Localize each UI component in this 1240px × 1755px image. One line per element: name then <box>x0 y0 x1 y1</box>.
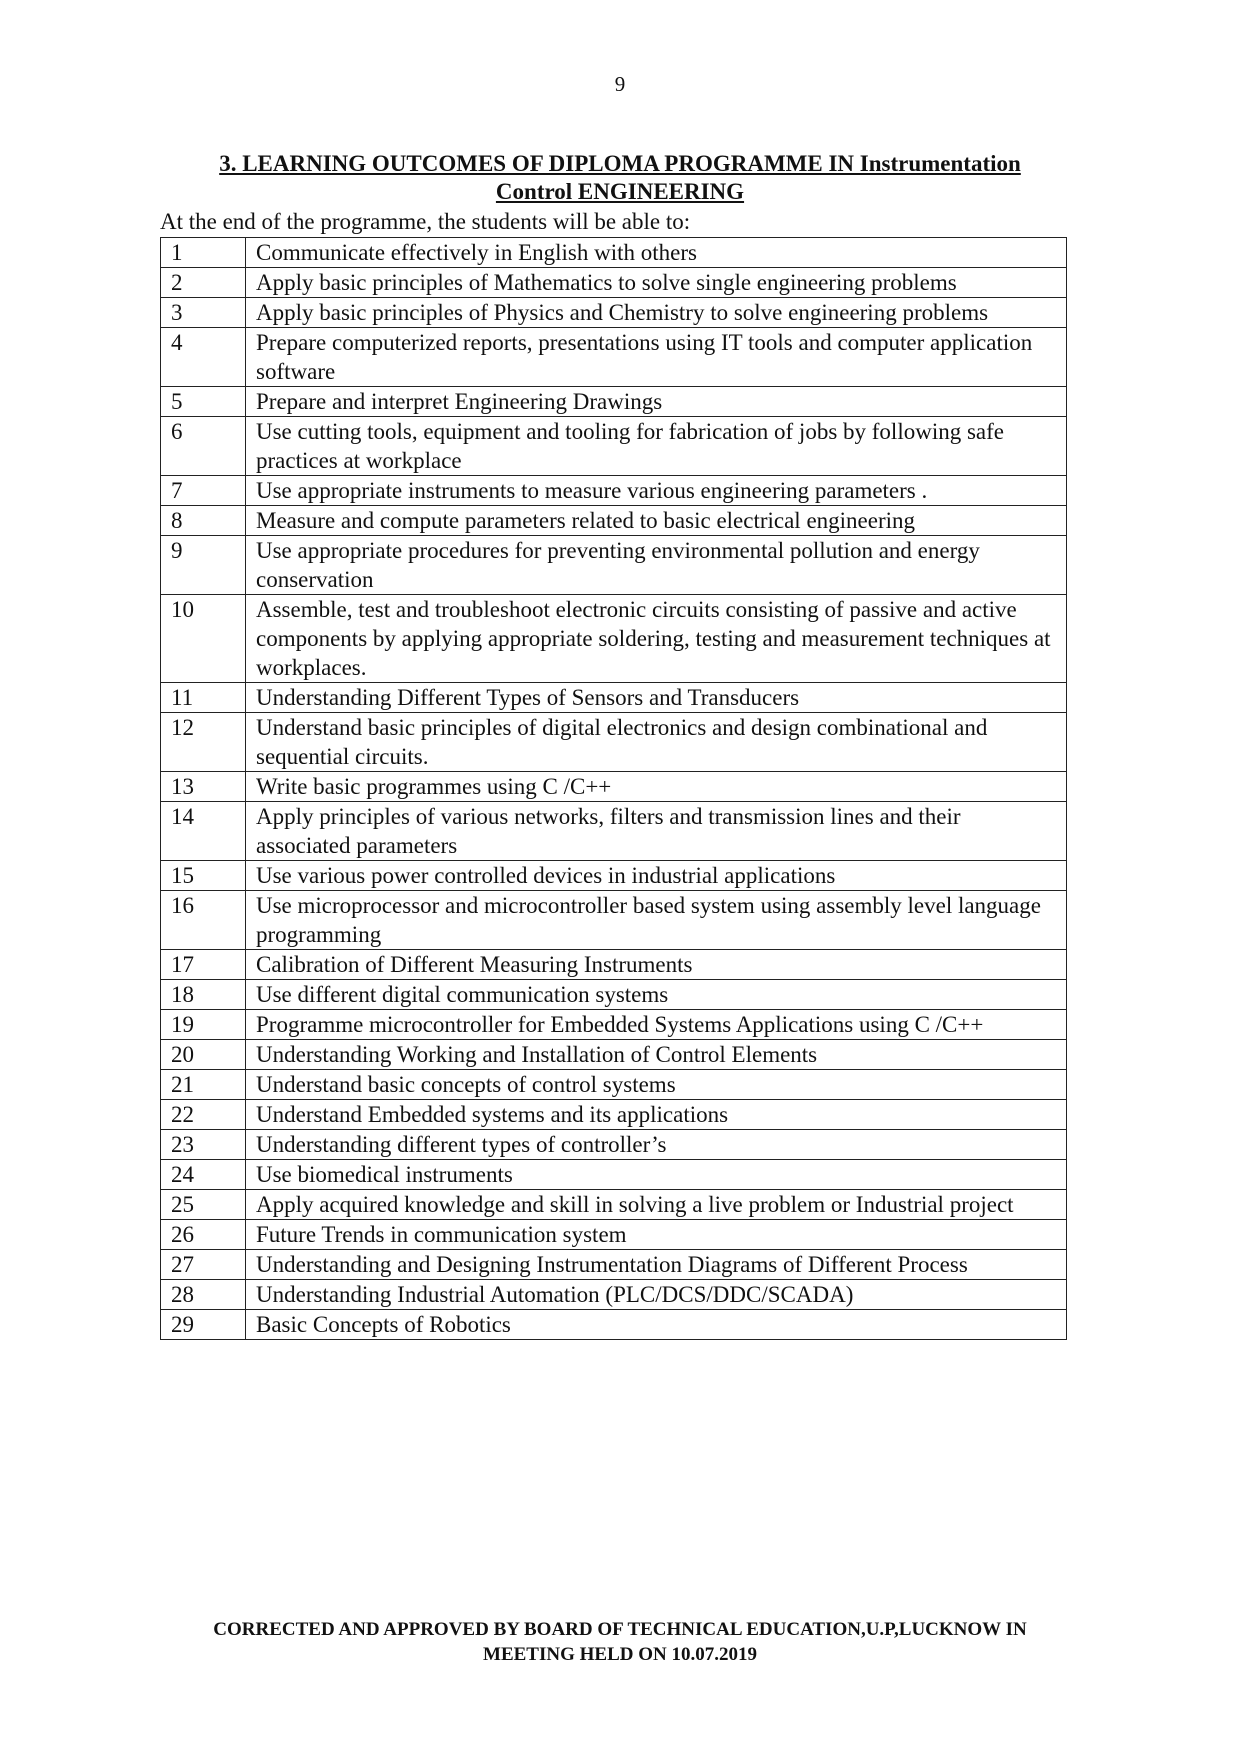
table-row <box>161 298 1067 328</box>
outcome-text: Use appropriate procedures for preventing environmental pollution and energy conservation <box>246 536 1067 595</box>
table-row <box>161 328 1067 387</box>
table-row <box>161 950 1067 980</box>
outcome-text: Understanding Different Types of Sensors and Transducers <box>246 683 1067 713</box>
outcome-text: Understand Embedded systems and its applications <box>246 1100 1067 1130</box>
outcome-text: Communicate effectively in English with others <box>246 238 1067 268</box>
table-row <box>161 1190 1067 1220</box>
outcome-text: Prepare computerized reports, presentations using IT tools and computer application software <box>246 328 1067 387</box>
outcome-number: 15 <box>161 861 246 891</box>
outcome-text: Apply principles of various networks, filters and transmission lines and their associated parameters <box>246 802 1067 861</box>
outcome-number: 4 <box>161 328 246 387</box>
table-row <box>161 802 1067 861</box>
outcome-text: Apply basic principles of Mathematics to solve single engineering problems <box>246 268 1067 298</box>
table-row <box>161 1250 1067 1280</box>
outcome-number: 9 <box>161 536 246 595</box>
outcome-number: 10 <box>161 595 246 683</box>
table-row <box>161 891 1067 950</box>
outcome-number: 29 <box>161 1310 246 1340</box>
outcome-text: Apply basic principles of Physics and Chemistry to solve engineering problems <box>246 298 1067 328</box>
table-row <box>161 476 1067 506</box>
table-row <box>161 1280 1067 1310</box>
outcome-number: 7 <box>161 476 246 506</box>
table-row <box>161 506 1067 536</box>
outcome-text: Use biomedical instruments <box>246 1160 1067 1190</box>
outcome-text: Use cutting tools, equipment and tooling for fabrication of jobs by following safe practices at workplace <box>246 417 1067 476</box>
outcome-text: Understanding different types of controller’s <box>246 1130 1067 1160</box>
outcome-text: Assemble, test and troubleshoot electronic circuits consisting of passive and active components by applying appropriate soldering, testing and measurement techniques at workplaces. <box>246 595 1067 683</box>
outcome-number: 12 <box>161 713 246 772</box>
outcome-text: Use different digital communication systems <box>246 980 1067 1010</box>
table-row <box>161 861 1067 891</box>
outcome-number: 26 <box>161 1220 246 1250</box>
table-row <box>161 980 1067 1010</box>
table-row <box>161 683 1067 713</box>
table-row <box>161 1010 1067 1040</box>
outcome-number: 22 <box>161 1100 246 1130</box>
outcome-text: Understanding Industrial Automation (PLC/DCS/DDC/SCADA) <box>246 1280 1067 1310</box>
outcome-text: Measure and compute parameters related to basic electrical engineering <box>246 506 1067 536</box>
table-row <box>161 268 1067 298</box>
outcome-text: Use microprocessor and microcontroller based system using assembly level language programming <box>246 891 1067 950</box>
outcome-text: Use appropriate instruments to measure various engineering parameters . <box>246 476 1067 506</box>
outcome-number: 17 <box>161 950 246 980</box>
table-row <box>161 713 1067 772</box>
outcome-number: 11 <box>161 683 246 713</box>
outcome-number: 1 <box>161 238 246 268</box>
table-row <box>161 1070 1067 1100</box>
outcome-number: 3 <box>161 298 246 328</box>
section-heading <box>160 150 1080 206</box>
table-row <box>161 1310 1067 1340</box>
outcome-text: Future Trends in communication system <box>246 1220 1067 1250</box>
outcome-number: 23 <box>161 1130 246 1160</box>
page-number: 9 <box>614 72 626 96</box>
outcome-text: Understand basic principles of digital electronics and design combinational and sequential circuits. <box>246 713 1067 772</box>
outcome-number: 16 <box>161 891 246 950</box>
table-row <box>161 1220 1067 1250</box>
outcome-text: Understand basic concepts of control systems <box>246 1070 1067 1100</box>
outcome-number: 27 <box>161 1250 246 1280</box>
outcome-text: Understanding and Designing Instrumentation Diagrams of Different Process <box>246 1250 1067 1280</box>
outcome-number: 13 <box>161 772 246 802</box>
intro-text: At the end of the programme, the students will be able to: <box>160 209 691 234</box>
footer-line-1: CORRECTED AND APPROVED BY BOARD OF TECHNICAL EDUCATION,U.P,LUCKNOW IN <box>213 1619 1027 1640</box>
outcome-number: 24 <box>161 1160 246 1190</box>
outcome-number: 5 <box>161 387 246 417</box>
outcomes-table-body <box>161 238 1067 1340</box>
heading-line-2: Control ENGINEERING <box>495 179 745 204</box>
outcome-number: 25 <box>161 1190 246 1220</box>
outcome-number: 18 <box>161 980 246 1010</box>
outcome-text: Use various power controlled devices in industrial applications <box>246 861 1067 891</box>
outcome-text: Programme microcontroller for Embedded Systems Applications using C /C++ <box>246 1010 1067 1040</box>
table-row <box>161 1100 1067 1130</box>
table-row <box>161 772 1067 802</box>
footer-approval-note <box>140 1617 1100 1667</box>
heading-line-1: 3. LEARNING OUTCOMES OF DIPLOMA PROGRAMME IN Instrumentation <box>219 151 1021 176</box>
table-row <box>161 1130 1067 1160</box>
outcome-text: Calibration of Different Measuring Instruments <box>246 950 1067 980</box>
table-row <box>161 387 1067 417</box>
table-row <box>161 417 1067 476</box>
outcome-text: Write basic programmes using C /C++ <box>246 772 1067 802</box>
outcome-number: 8 <box>161 506 246 536</box>
outcome-text: Apply acquired knowledge and skill in solving a live problem or Industrial project <box>246 1190 1067 1220</box>
outcome-number: 21 <box>161 1070 246 1100</box>
outcome-number: 19 <box>161 1010 246 1040</box>
table-row <box>161 536 1067 595</box>
table-row <box>161 1160 1067 1190</box>
table-row <box>161 1040 1067 1070</box>
outcome-text: Basic Concepts of Robotics <box>246 1310 1067 1340</box>
table-row <box>161 595 1067 683</box>
outcomes-table <box>160 237 1067 1340</box>
outcome-text: Understanding Working and Installation of Control Elements <box>246 1040 1067 1070</box>
outcome-number: 2 <box>161 268 246 298</box>
outcome-number: 20 <box>161 1040 246 1070</box>
outcome-number: 28 <box>161 1280 246 1310</box>
outcome-number: 14 <box>161 802 246 861</box>
outcome-text: Prepare and interpret Engineering Drawings <box>246 387 1067 417</box>
table-row <box>161 238 1067 268</box>
outcome-number: 6 <box>161 417 246 476</box>
footer-line-2: MEETING HELD ON 10.07.2019 <box>483 1644 757 1665</box>
